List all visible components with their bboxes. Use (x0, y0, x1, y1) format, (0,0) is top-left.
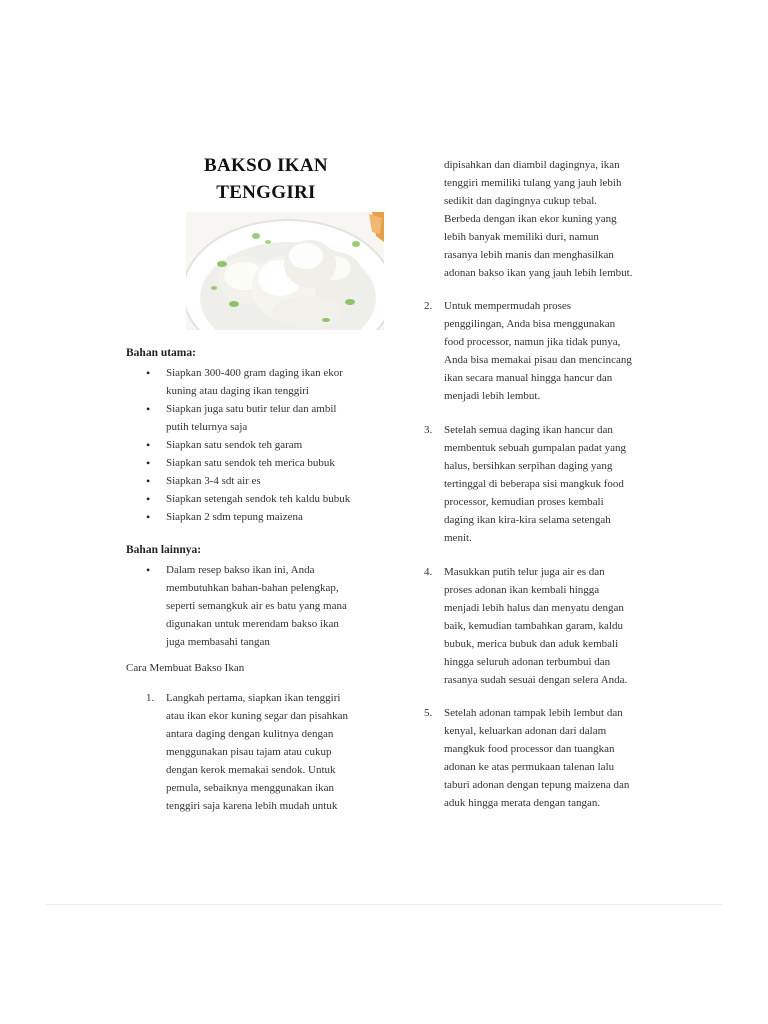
text-line: mangkuk food processor dan tuangkan (444, 743, 615, 755)
text-line: Anda bisa memakai pisau dan mencincang (444, 354, 632, 366)
list-item-line: • Siapkan 300-400 gram daging ikan ekor (166, 367, 343, 379)
text-line: antara daging dengan kulitnya dengan (166, 728, 334, 740)
list-item (146, 400, 376, 436)
text-line: kenyal, keluarkan adonan dari dalam (444, 725, 607, 737)
step-1-text (166, 689, 386, 815)
text-line: Setelah adonan tampak lebih lembut dan (444, 707, 623, 719)
list-item-line: • Dalam resep bakso ikan ini, Anda (166, 564, 315, 576)
document-title (186, 152, 346, 206)
text-line: processor, kemudian proses kembali (444, 496, 604, 508)
text-line: Setelah semua daging ikan hancur dan (444, 424, 613, 436)
step-3-text (444, 421, 674, 547)
text-line: daging ikan kira-kira selama setengah (444, 514, 611, 526)
step-5-number: 5. (424, 707, 433, 719)
page-divider (46, 904, 722, 905)
fish-ball-illustration (186, 212, 384, 330)
list-item-line: • Siapkan satu sendok teh merica bubuk (166, 457, 335, 469)
list-item-line: • Siapkan satu sendok teh garam (166, 439, 303, 451)
text-line: adonan ke atas permukaan talenan lalu (444, 761, 615, 773)
text-line: lebih banyak memiliki duri, namun (444, 231, 599, 243)
list-item-line: seperti semangkuk air es batu yang mana (166, 600, 347, 612)
text-line: hingga seluruh adonan terbumbui dan (444, 656, 611, 668)
text-line: proses adonan ikan kembali hingga (444, 584, 600, 596)
list-item-line: • Siapkan setengah sendok teh kaldu bubuk (166, 493, 351, 505)
text-line: Masukkan putih telur juga air es dan (444, 566, 605, 578)
list-item-line: kuning atau daging ikan tenggiri (166, 385, 309, 397)
text-line: Untuk mempermudah proses (444, 300, 572, 312)
text-line: menggunakan pisau tajam atau cukup (166, 746, 332, 758)
step-1-number: 1. (146, 692, 155, 704)
text-line: ikan secara manual hingga hancur dan (444, 372, 613, 384)
text-line: dipisahkan dan diambil dagingnya, ikan (444, 159, 620, 171)
text-line: menit. (444, 532, 472, 544)
text-line: atau ikan ekor kuning segar dan pisahkan (166, 710, 349, 722)
list-item-line: digunakan untuk merendam bakso ikan (166, 618, 339, 630)
list-item (146, 561, 376, 651)
list-item-line: putih telurnya saja (166, 421, 248, 433)
step-5-text (444, 704, 674, 812)
fish-ball-photo (186, 212, 384, 330)
step-4-number: 4. (424, 566, 433, 578)
text-line: tertinggal di beberapa sisi mangkuk food (444, 478, 624, 490)
bahan-lainnya-heading: Bahan lainnya: (126, 544, 202, 556)
title-line-2: TENGGIRI (216, 182, 316, 203)
text-line: sedikit dan dagingnya cukup tebal. (444, 195, 598, 207)
step-1-continued-text (444, 156, 674, 282)
list-item-line: membutuhkan bahan-bahan pelengkap, (166, 582, 339, 594)
bahan-lainnya-list (146, 561, 376, 651)
list-item (146, 436, 376, 454)
step-2-text (444, 297, 674, 405)
bahan-utama-heading: Bahan utama: (126, 347, 196, 359)
text-line: aduk hingga merata dengan tangan. (444, 797, 601, 809)
step-3-number: 3. (424, 424, 433, 436)
list-item (146, 454, 376, 472)
text-line: menjadi lebih halus dan menyatu dengan (444, 602, 624, 614)
cara-membuat-heading: Cara Membuat Bakso Ikan (126, 662, 245, 674)
text-line: tenggiri memiliki tulang yang jauh lebih (444, 177, 622, 189)
text-line: penggilingan, Anda bisa menggunakan (444, 318, 616, 330)
list-item-line: • Siapkan 2 sdm tepung maizena (166, 511, 303, 523)
list-item (146, 364, 376, 400)
step-4-text (444, 563, 674, 689)
list-item (146, 508, 376, 526)
step-2-number: 2. (424, 300, 433, 312)
text-line: baik, kemudian tambahkan garam, kaldu (444, 620, 623, 632)
text-line: bubuk, merica bubuk dan aduk kembali (444, 638, 619, 650)
list-item-line: juga membasahi tangan (166, 636, 270, 648)
text-line: pemula, sebaiknya menggunakan ikan (166, 782, 335, 794)
text-line: adonan bakso ikan yang jauh lebih lembut. (444, 267, 633, 279)
text-line: Berbeda dengan ikan ekor kuning yang (444, 213, 617, 225)
text-line: menjadi lebih lembut. (444, 390, 541, 402)
text-line: Langkah pertama, siapkan ikan tenggiri (166, 692, 341, 704)
text-line: taburi adonan dengan tepung maizena dan (444, 779, 630, 791)
text-line: halus, bersihkan serpihan daging yang (444, 460, 613, 472)
text-line: rasanya lebih manis dan menghasilkan (444, 249, 614, 261)
text-line: dengan kerok memakai sendok. Untuk (166, 764, 336, 776)
text-line: membentuk sebuah gumpalan padat yang (444, 442, 627, 454)
text-line: tenggiri saja karena lebih mudah untuk (166, 800, 338, 812)
list-item-line: • Siapkan 3-4 sdt air es (166, 475, 261, 487)
list-item (146, 490, 376, 508)
text-line: rasanya sudah sesuai dengan selera Anda. (444, 674, 628, 686)
list-item (146, 472, 376, 490)
bahan-utama-list (146, 364, 376, 526)
text-line: food processor, namun jika tidak punya, (444, 336, 621, 348)
list-item-line: • Siapkan juga satu butir telur dan ambil (166, 403, 337, 415)
title-line-1: BAKSO IKAN (204, 155, 328, 176)
